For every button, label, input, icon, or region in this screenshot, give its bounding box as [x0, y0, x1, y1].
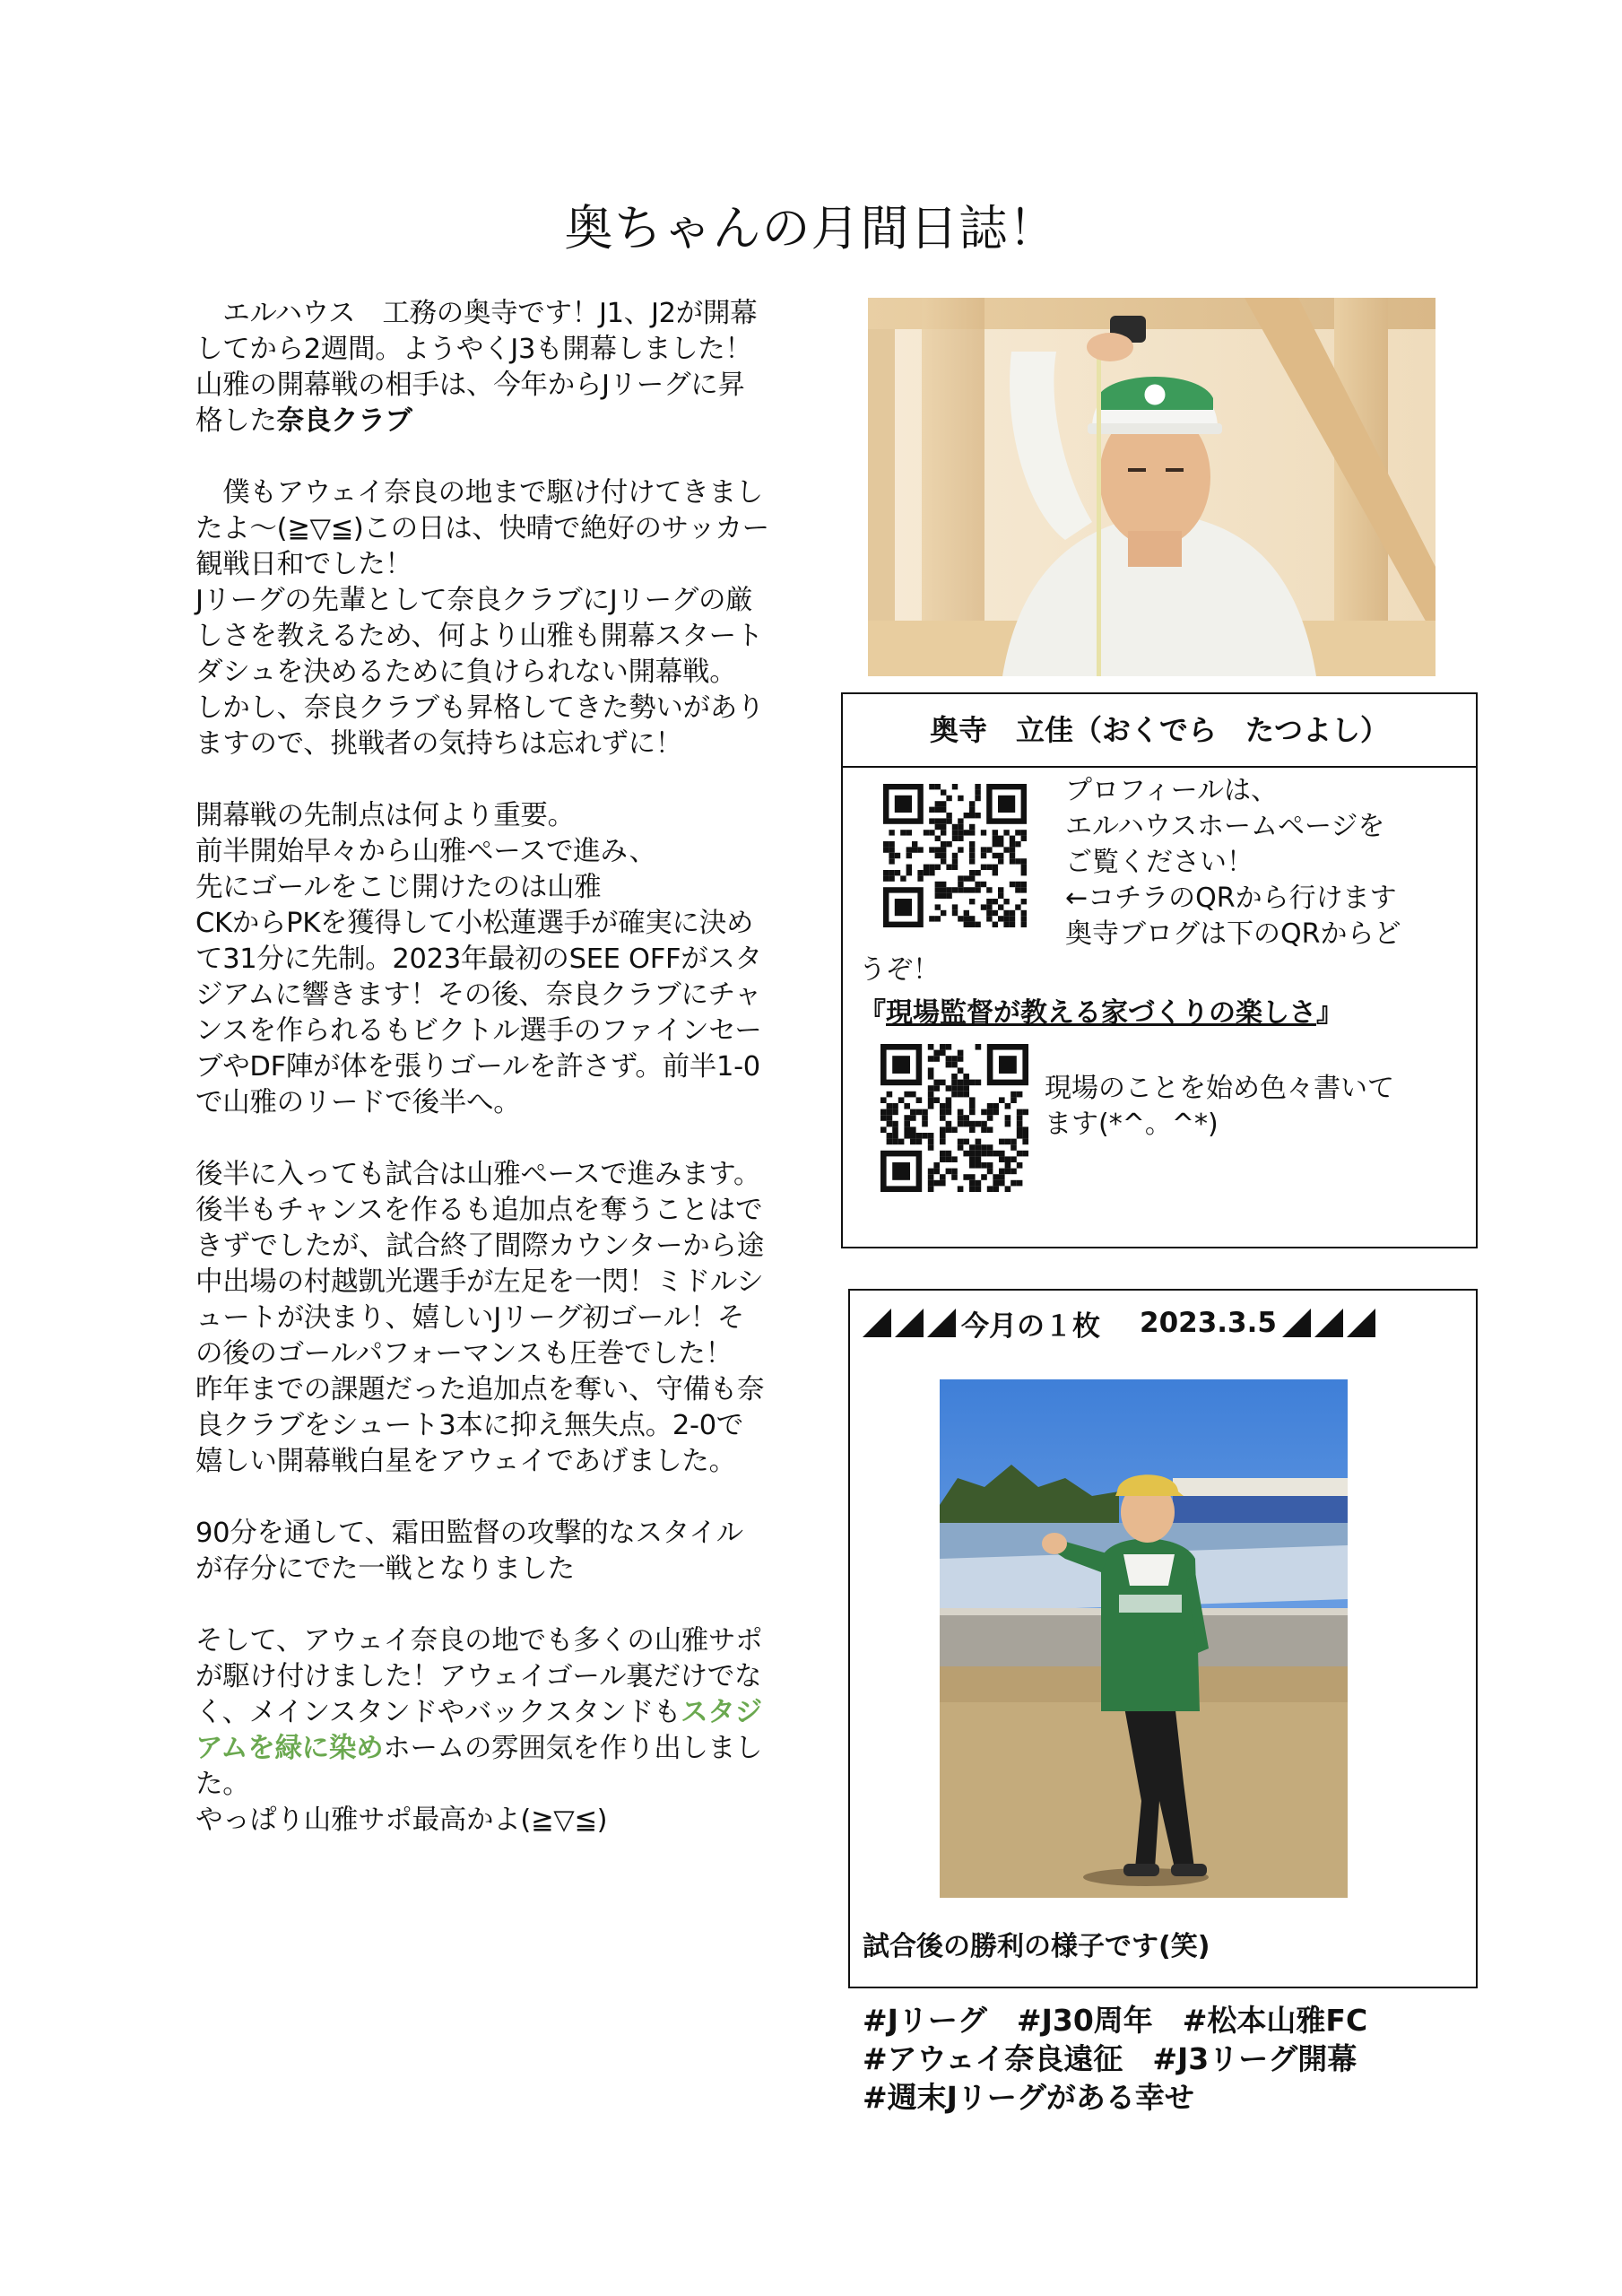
paragraph-intro: エルハウス 工務の奥寺です！J1、J2が開幕してから2週間。ようやくJ3も開幕しました！山雅の開幕戦の相手は、今年からJリーグに昇格した奈良クラブ [195, 298, 758, 437]
profile-text: プロフィールは、 エルハウスホームページを ご覧ください！ ←コチラのQRから行けます 奥寺ブログは下のQRからど [1065, 775, 1401, 950]
triangle-decoration-icon [863, 1309, 961, 1337]
paragraph-style: 90分を通して、霜田監督の攻撃的なスタイルが存分にでた一戦となりました [195, 1518, 743, 1585]
paragraph-second-half: 後半に入っても試合は山雅ペースで進みます。後半もチャンスを作るも追加点を奪うことはできずでしたが、試合終了間際カウンターから途中出場の村越凱光選手が左足を一閃！ミドルシュートが決まり、嬉しいJリーグ初ゴール！その後のゴールパフォーマンスも圧巻でした！ 昨年までの課題だった追加点を奪い、守備も奈良クラブをシュート3本に抑え無失点。2-0で嬉しい開幕戦白星をアウェイであげました。 [195, 1159, 765, 1477]
blog-link[interactable]: 『現場監督が教える家づくりの楽しさ』 [859, 997, 1343, 1029]
paragraph-away: 僕もアウェイ奈良の地まで駆け付けてきましたよ～(≧▽≦)この日は、快晴で絶好のサッカー観戦日和でした！ Jリーグの先輩として奈良クラブにJリーグの厳しさを教えるため、何より山雅も開幕スタートダシュを決めるために負けられない開幕戦。 しかし、奈良クラブも昇格してきた勢いがありますので、挑戦者の気持ちは忘れずに！ [195, 477, 769, 760]
paragraph-first-half: 開幕戦の先制点は何より重要。 前半開始早々から山雅ペースで進み、 先にゴールをこじ開けたのは山雅 CKからPKを獲得して小松蓮選手が確実に決めて31分に先制。2023年最初のSEE OFFがスタジアムに響きます！その後、奈良クラブにチャンスを作られるもビクトル選手のファインセーブやDF陣が体を張りゴールを許さず。前半1-0で山雅のリードで後半へ。 [195, 800, 762, 1118]
worker-photo-illustration [868, 298, 1436, 676]
month-photo-date: 2023.3.5 [1140, 1307, 1277, 1339]
paragraph-supporters: そして、アウェイ奈良の地でも多くの山雅サポが駆け付けました！アウェイゴール裏だけでなく、メインスタンドやバックスタンドもスタジアムを緑に染めホームの雰囲気を作り出しました。 やっぱり山雅サポ最高かよ(≧▽≦) [195, 1625, 763, 1836]
match-photo [940, 1379, 1348, 1898]
month-photo-label: 今月の１枚 [961, 1309, 1100, 1343]
hashtags-row-2: #アウェイ奈良遠征 #J3リーグ開幕 [863, 2041, 1357, 2076]
green-highlight: スタジアムを緑に染め [195, 1697, 762, 1764]
hashtags-row-3: #週末Jリーグがある幸せ [863, 2080, 1194, 2115]
qr-code-icon [880, 1044, 1028, 1192]
blog-qr-code[interactable] [880, 1044, 1028, 1192]
worker-photo [868, 298, 1436, 676]
homepage-qr-code[interactable] [883, 784, 1027, 927]
blog-title: 現場監督が教える家づくりの楽しさ [886, 997, 1316, 1029]
blog-description: 現場のことを始め色々書いて ます(*^。^*) [1045, 1073, 1394, 1140]
profile-name: 奥寺 立佳（おくでら たつよし） [843, 694, 1476, 768]
photo-caption: 試合後の勝利の様子です(笑) [863, 1931, 1210, 1962]
profile-box: 奥寺 立佳（おくでら たつよし） プロフィールは、 エルハウスホームページを ご覧ください！ ←コチラのQRから行けます 奥寺ブログは下のQRからど うぞ！ 『現場監督が教える家づくりの楽しさ』 現場のことを始め色々書いて ます(*^。^*) [841, 692, 1478, 1248]
nara-club-highlight: 奈良クラブ [276, 405, 412, 437]
match-photo-illustration [940, 1379, 1348, 1898]
hashtags-row-1: #Jリーグ #J30周年 #松本山雅FC [863, 2003, 1368, 2038]
triangle-decoration-icon [1277, 1309, 1375, 1337]
page-title: 奥ちゃんの月間日誌！ [564, 200, 1058, 257]
article-body [195, 296, 769, 1874]
qr-code-icon [883, 784, 1027, 927]
month-photo-header [863, 1303, 1375, 1343]
